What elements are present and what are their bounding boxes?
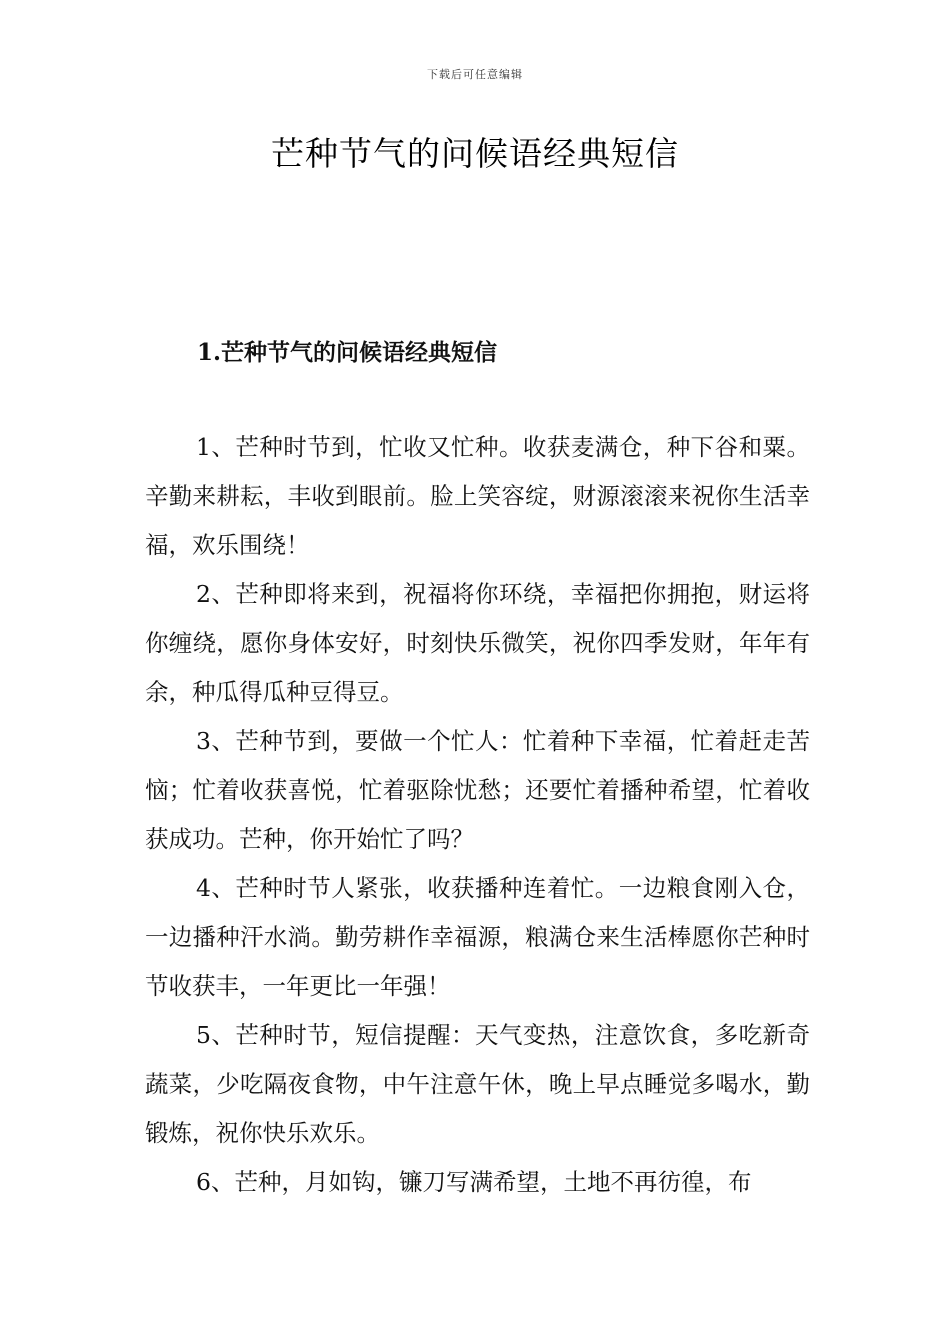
document-body — [145, 423, 810, 1207]
header-note: 下载后可任意编辑 — [427, 68, 523, 81]
section-heading: 1.芒种节气的问候语经典短信 — [197, 339, 498, 366]
paragraph-5: 5、芒种时节，短信提醒：天气变热，注意饮食，多吃新奇蔬菜，少吃隔夜食物，中午注意午休，晚上早点睡觉多喝水，勤锻炼，祝你快乐欢乐。 — [145, 1021, 810, 1147]
paragraph-6: 6、芒种，月如钩，镰刀写满希望，土地不再彷徨，布 — [196, 1168, 752, 1196]
paragraph-1: 1、芒种时节到，忙收又忙种。收获麦满仓，种下谷和粟。辛勤来耕耘，丰收到眼前。脸上笑容绽，财源滚滚来祝你生活幸福，欢乐围绕！ — [145, 433, 810, 559]
paragraph-2: 2、芒种即将来到，祝福将你环绕，幸福把你拥抱，财运将你缠绕，愿你身体安好，时刻快乐微笑，祝你四季发财，年年有余，种瓜得瓜种豆得豆。 — [145, 580, 810, 706]
paragraph-3: 3、芒种节到，要做一个忙人：忙着种下幸福，忙着赶走苦恼；忙着收获喜悦，忙着驱除忧愁；还要忙着播种希望，忙着收获成功。芒种，你开始忙了吗？ — [145, 727, 810, 853]
paragraph-4: 4、芒种时节人紧张，收获播种连着忙。一边粮食刚入仓，一边播种汗水淌。勤劳耕作幸福源，粮满仓来生活棒愿你芒种时节收获丰，一年更比一年强！ — [145, 874, 810, 1000]
document-title: 芒种节气的问候语经典短信 — [271, 134, 679, 173]
